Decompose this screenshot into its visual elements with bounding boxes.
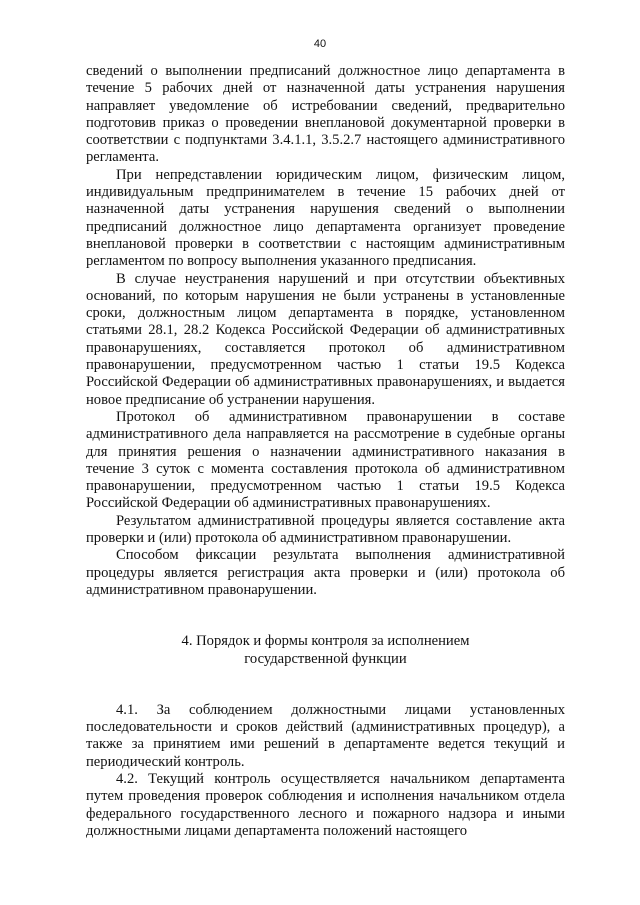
paragraph-non-submission: При непредставлении юридическим лицом, физическим лицом, индивидуальным предпринимателем в течение 15 рабочих дней от назначенной даты устранения нарушения сведений о выполнении предписаний должностное лицо департамента организует проведение внеплановой проверки в соответствии с настоящим административным регламентом по вопросу выполнения указанного предписания. [86, 166, 565, 270]
paragraph-result: Результатом административной процедуры является составление акта проверки и (или) протокола об административном правонарушении. [86, 512, 565, 547]
document-body [86, 63, 565, 840]
paragraph-non-elimination: В случае неустранения нарушений и при отсутствии объективных оснований, по которым нарушения не были устранены в установленные сроки, должностным лицом департамента в порядке, установленном статьями 28.1, 28.2 Кодекса Российской Федерации об административных правонарушениях, составляется протокол об административном правонарушении, предусмотренном частью 1 статьи 19.5 Кодекса Российской Федерации об административных правонарушениях, и выдается новое предписание об устранении нарушения. [86, 270, 565, 408]
page-number: 40 [313, 38, 327, 50]
paragraph-4-1: 4.1. За соблюдением должностными лицами установленных последовательности и сроков действий (административных процедур), а также за принятием ими решений в департаменте ведется текущий и периодический контроль. [86, 701, 565, 770]
section-heading-line-1: 4. Порядок и формы контроля за исполнением [181, 633, 470, 650]
section-heading-line-2: государственной функции [244, 650, 407, 667]
paragraph-protocol: Протокол об административном правонарушении в составе административного дела направляется на рассмотрение в судебные органы для принятия решения о назначении административного наказания в течение 3 суток с момента составления протокола об административном правонарушении, предусмотренном частью 1 статьи 19.5 Кодекса Российской Федерации об административных правонарушениях. [86, 408, 565, 512]
paragraph-fixation: Способом фиксации результата выполнения административной процедуры является регистрация акта проверки и (или) протокола об административном правонарушении. [86, 547, 565, 598]
section-heading [86, 633, 565, 668]
paragraph-4-2: 4.2. Текущий контроль осуществляется начальником департамента путем проведения проверок соблюдения и исполнения начальником отдела федерального государственного лесного и пожарного надзора и иными должностными лицами департамента положений настоящего [86, 770, 565, 839]
paragraph-continuation: сведений о выполнении предписаний должностное лицо департамента в течение 5 рабочих дней от назначенной даты устранения нарушения направляет уведомление об истребовании сведений, предварительно подготовив приказ о проведении внеплановой документарной проверки в соответствии с подпунктами 3.4.1.1, 3.5.2.7 настоящего административного регламента. [86, 63, 565, 166]
